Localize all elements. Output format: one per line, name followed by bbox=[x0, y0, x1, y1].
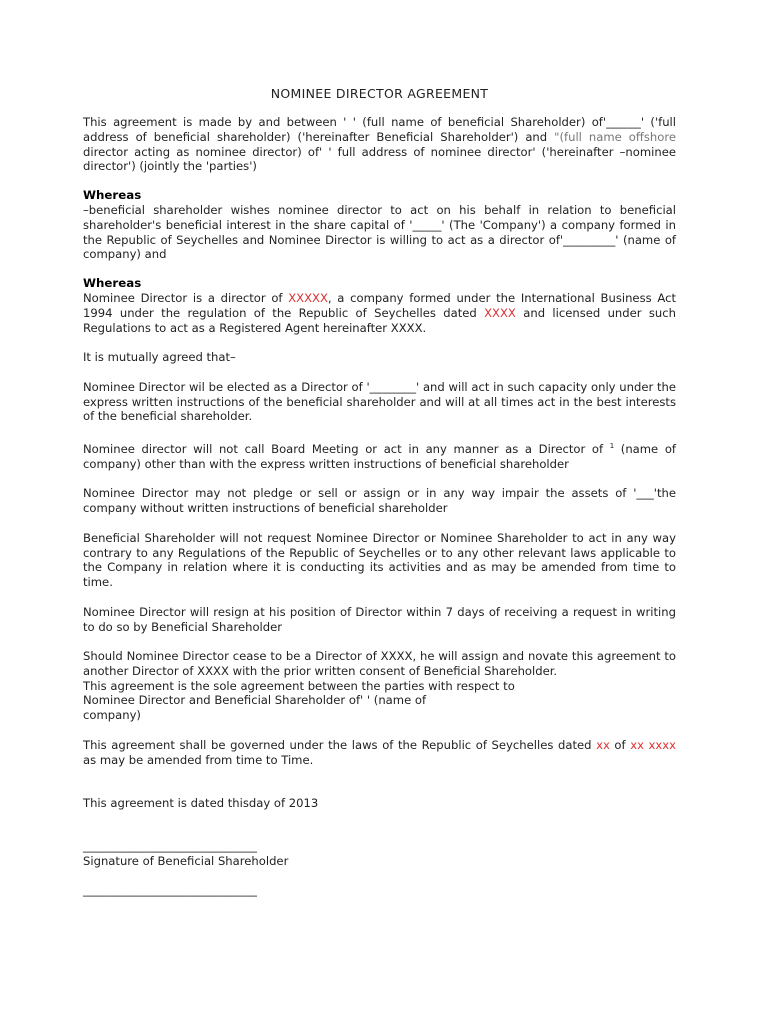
clause-3: Nominee Director may not pledge or sell or assign or in any way impair the assets of '___'the company without written instructions of beneficial shareholder bbox=[83, 486, 676, 516]
clause-5: Nominee Director will resign at his position of Director within 7 days of receiving a request in writing to do so by Beneficial Shareholder bbox=[83, 604, 676, 634]
clause-8 bbox=[83, 738, 676, 768]
clause2-text-b: (name of company) other than with the express written instructions of beneficial shareholder bbox=[83, 441, 677, 471]
clause-4: Beneficial Shareholder will not request Nominee Director or Nominee Shareholder to act in any way contrary to any Regulations of the Republic of Seychelles or to any other relevant laws applicable to the Company in relation where it is conducting its activities and as may be amended from time to time. bbox=[83, 530, 676, 590]
whereas2-text-c: and licensed under such Regulations to act as a Registered Agent hereinafter XXXX. bbox=[83, 305, 676, 335]
whereas2-text-a: Nominee Director is a director of bbox=[83, 290, 289, 305]
intro-text-b: "(full name offshore bbox=[554, 129, 677, 144]
whereas-paragraph-1: –beneficial shareholder wishes nominee director to act on his behalf in relation to beneficial shareholder's beneficial interest in the share capital of '_____' (The 'Company') a company formed in the Republic of Seychelles and Nominee Director is willing to act as a director of'_________' (name of company) and bbox=[83, 202, 676, 262]
clause-7-line-b: Nominee Director and Beneficial Shareholder of' ' (name of bbox=[83, 693, 427, 708]
placeholder-xxxx: XXXX bbox=[484, 305, 516, 320]
clause8-text-b: of bbox=[609, 737, 631, 752]
placeholder-xxxxx: XXXXX bbox=[288, 290, 328, 305]
clause-6: Should Nominee Director cease to be a Director of XXXX, he will assign and novate this agreement to another Director of XXXX with the prior written consent of Beneficial Shareholder. bbox=[83, 649, 676, 678]
document-title: NOMINEE DIRECTOR AGREEMENT bbox=[270, 86, 489, 101]
whereas2-text-b: , a company formed under the International Business Act 1994 under the regulation of the Republic of Seychelles dated bbox=[83, 290, 676, 320]
intro-text-c: director acting as nominee director) of' ' full address of nominee director' ('hereinafter –nominee director') (jointly the 'parties') bbox=[83, 144, 676, 174]
whereas-paragraph-2 bbox=[83, 291, 676, 335]
clause8-text-a: This agreement shall be governed under the laws of the Republic of Seychelles dated bbox=[83, 737, 597, 752]
placeholder-xx-xxxx: xx xxxx bbox=[630, 737, 676, 752]
whereas-heading-2: Whereas bbox=[83, 276, 142, 291]
dated-line: This agreement is dated thisday of 2013 bbox=[83, 796, 319, 811]
footnote-marker: 1 bbox=[609, 441, 615, 450]
intro-paragraph bbox=[83, 115, 676, 174]
agreed-line: It is mutually agreed that– bbox=[83, 350, 236, 365]
clause-1: Nominee Director wil be elected as a Director of '________' and will act in such capacity only under the express written instructions of the beneficial shareholder and will at all times act in the best interests of the beneficial shareholder. bbox=[83, 379, 676, 424]
clause-7-line-a: This agreement is the sole agreement between the parties with respect to bbox=[83, 678, 515, 693]
clause2-text-a: Nominee director will not call Board Meeting or act in any manner as a Director of bbox=[83, 441, 610, 456]
intro-text-a: This agreement is made by and between ' ' (full name of beneficial Shareholder) of'______' ('full address of beneficial shareholder) ('hereinafter Beneficial Shareholder') and bbox=[83, 115, 676, 144]
whereas-heading-1: Whereas bbox=[83, 188, 142, 203]
clause8-text-c: as may be amended from time to Time. bbox=[83, 752, 314, 767]
clause-2 bbox=[83, 439, 676, 472]
signature-label: Signature of Beneficial Shareholder bbox=[83, 854, 289, 869]
signature-line-2: ______________________________ bbox=[83, 882, 257, 897]
signature-line: ______________________________ bbox=[83, 839, 257, 854]
clause-7-line-c: company) bbox=[83, 708, 141, 723]
placeholder-xx: xx bbox=[596, 737, 610, 752]
